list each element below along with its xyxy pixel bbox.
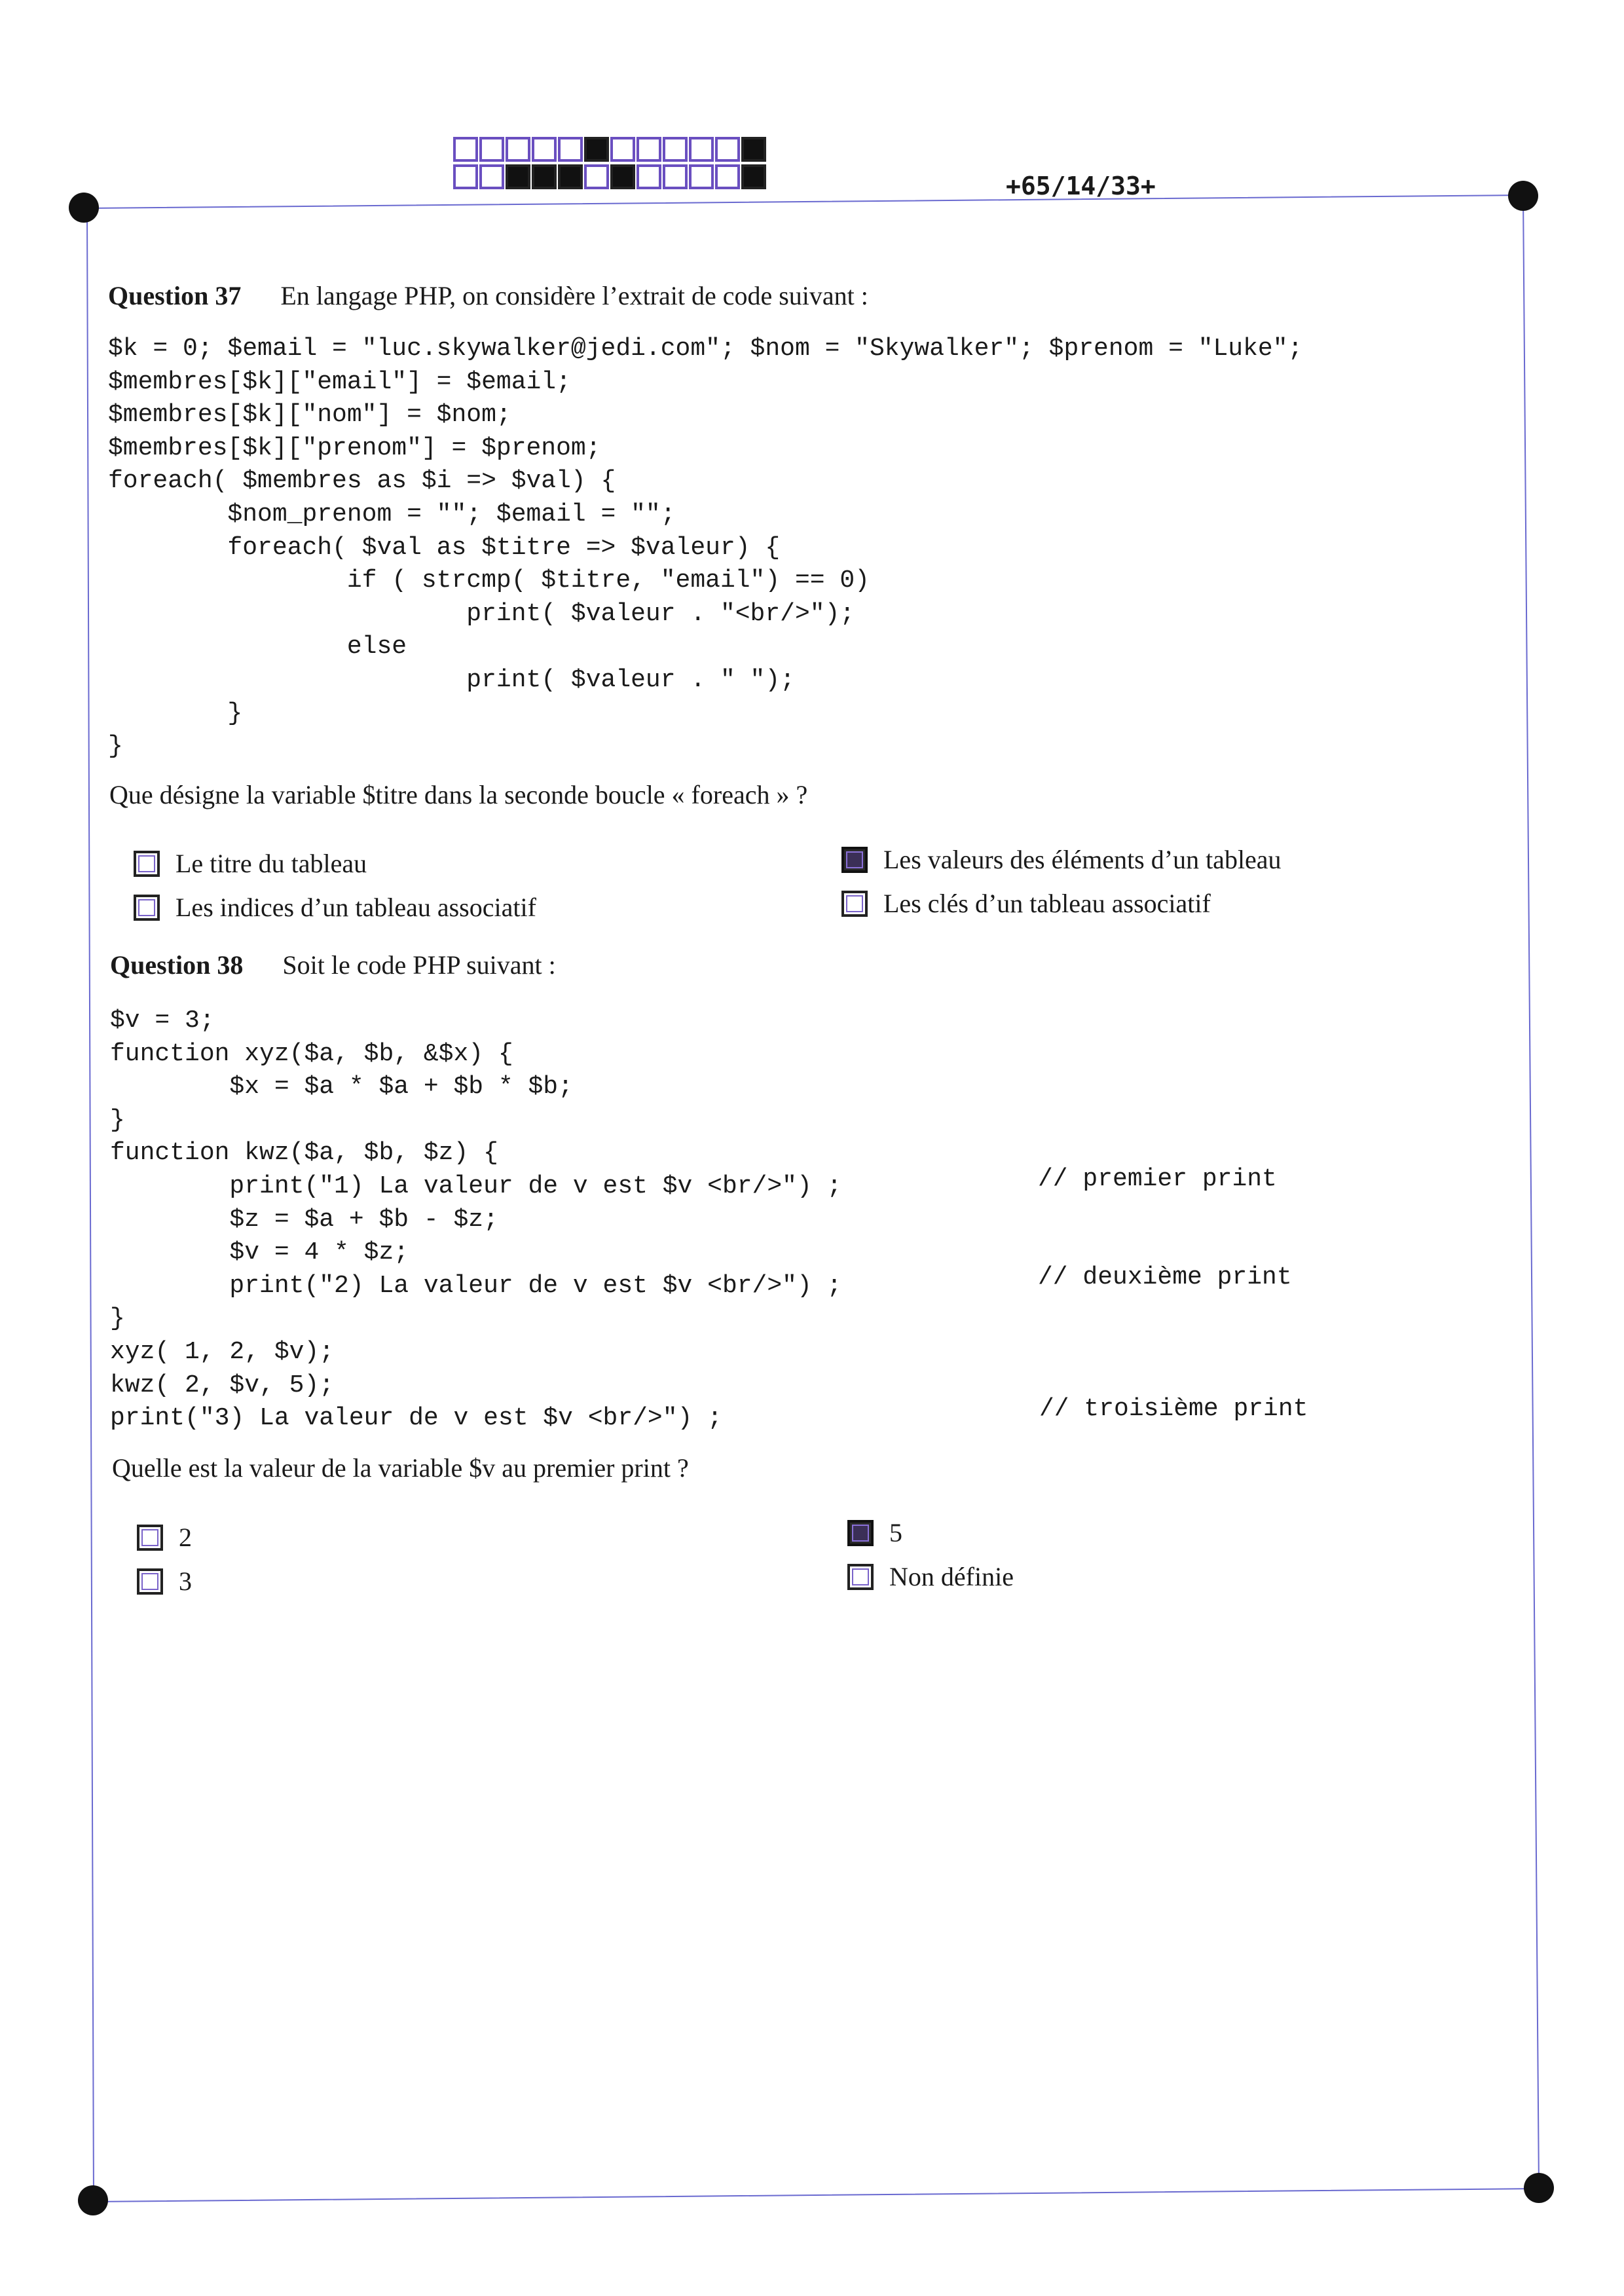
- q38-answer-1-text: 2: [179, 1523, 192, 1552]
- q38-checkbox-3[interactable]: [847, 1520, 874, 1546]
- barcode-bit: [741, 137, 766, 162]
- q38-answer-2-text: 3: [179, 1566, 192, 1596]
- q37-code-block: $k = 0; $email = "luc.skywalker@jedi.com"; $nom = "Skywalker"; $prenom = "Luke"; $membres[$k]["email"] = $email; $membres[$k]["nom"] = $nom; $membres[$k]["prenom"] = $prenom; foreach( $membres as $i => $val) { $nom_prenom = ""; $email = ""; foreach( $val as $titre => $valeur) { if ( strcmp( $titre, "email") == 0) print( $valeur . "<br/>"); else print( $valeur . " "); } }: [108, 335, 1303, 761]
- barcode-bit: [506, 137, 530, 162]
- q38-comment-second-print: // deuxième print: [1038, 1263, 1292, 1291]
- q38-answer-3[interactable]: [847, 1517, 902, 1548]
- q37-checkbox-2[interactable]: [134, 895, 160, 921]
- barcode-bit: [532, 164, 557, 189]
- q37-checkbox-3[interactable]: [841, 847, 868, 873]
- barcode-bit: [506, 164, 530, 189]
- q37-answer-3-text: Les valeurs des éléments d’un tableau: [883, 845, 1282, 874]
- q38-question: Quelle est la valeur de la variable $v au premier print ?: [112, 1453, 689, 1483]
- barcode-bit: [584, 164, 609, 189]
- corner-marker-bottom-right: [1524, 2173, 1554, 2203]
- barcode-bit: [584, 137, 609, 162]
- barcode-bit: [689, 164, 714, 189]
- q37-answer-1-text: Le titre du tableau: [175, 849, 367, 878]
- q37-answer-1[interactable]: [134, 848, 367, 879]
- barcode-bit: [715, 137, 740, 162]
- q38-answer-4[interactable]: [847, 1561, 1014, 1592]
- q37-label: Question 37: [108, 281, 242, 310]
- barcode-row-1: [453, 137, 767, 162]
- barcode-bit: [558, 164, 583, 189]
- corner-marker-top-left: [69, 193, 99, 223]
- q38-label: Question 38: [110, 950, 244, 980]
- q37-intro: En langage PHP, on considère l’extrait de code suivant :: [280, 281, 868, 310]
- q38-intro: Soit le code PHP suivant :: [282, 950, 556, 980]
- barcode-bit: [663, 137, 688, 162]
- q38-heading: [110, 950, 556, 980]
- barcode-bit: [479, 164, 504, 189]
- page-id: +65/14/33+: [1006, 172, 1156, 200]
- barcode-bit: [715, 164, 740, 189]
- barcode-bit: [558, 137, 583, 162]
- q38-answer-2[interactable]: [137, 1566, 192, 1597]
- page-barcode: [453, 137, 767, 189]
- q38-comment-third-print: // troisième print: [1039, 1395, 1308, 1423]
- barcode-row-2: [453, 164, 767, 189]
- barcode-bit: [663, 164, 688, 189]
- q37-answer-2-text: Les indices d’un tableau associatif: [175, 893, 536, 922]
- q37-answer-3[interactable]: [841, 844, 1282, 875]
- q38-answer-1[interactable]: [137, 1522, 192, 1553]
- q38-checkbox-1[interactable]: [137, 1525, 163, 1551]
- q38-answer-4-text: Non définie: [889, 1562, 1014, 1591]
- q37-checkbox-1[interactable]: [134, 851, 160, 877]
- corner-marker-bottom-left: [78, 2185, 108, 2215]
- barcode-bit: [453, 137, 478, 162]
- barcode-bit: [479, 137, 504, 162]
- corner-marker-top-right: [1508, 181, 1538, 211]
- barcode-bit: [637, 164, 661, 189]
- q37-checkbox-4[interactable]: [841, 891, 868, 917]
- barcode-bit: [689, 137, 714, 162]
- barcode-bit: [453, 164, 478, 189]
- q37-answer-2[interactable]: [134, 892, 536, 923]
- barcode-bit: [637, 137, 661, 162]
- q37-answer-4-text: Les clés d’un tableau associatif: [883, 889, 1211, 918]
- q38-checkbox-2[interactable]: [137, 1568, 163, 1595]
- barcode-bit: [610, 164, 635, 189]
- q38-checkbox-4[interactable]: [847, 1564, 874, 1590]
- barcode-bit: [741, 164, 766, 189]
- q37-heading: [108, 280, 868, 311]
- q38-comment-first-print: // premier print: [1038, 1165, 1277, 1193]
- barcode-bit: [532, 137, 557, 162]
- q38-answer-3-text: 5: [889, 1518, 902, 1547]
- q38-code-block: $v = 3; function xyz($a, $b, &$x) { $x = $a * $a + $b * $b; } function kwz($a, $b, $z) { print("1) La valeur de v est $v <br/>") ; $z = $a + $b - $z; $v = 4 * $z; print("2) La valeur de v est $v <br/>") ; } xyz( 1, 2, $v); kwz( 2, $v, 5); print("3) La valeur de v est $v <br/>") ;: [110, 1007, 842, 1433]
- q37-question: Que désigne la variable $titre dans la seconde boucle « foreach » ?: [109, 780, 808, 809]
- barcode-bit: [610, 137, 635, 162]
- q37-answer-4[interactable]: [841, 888, 1211, 919]
